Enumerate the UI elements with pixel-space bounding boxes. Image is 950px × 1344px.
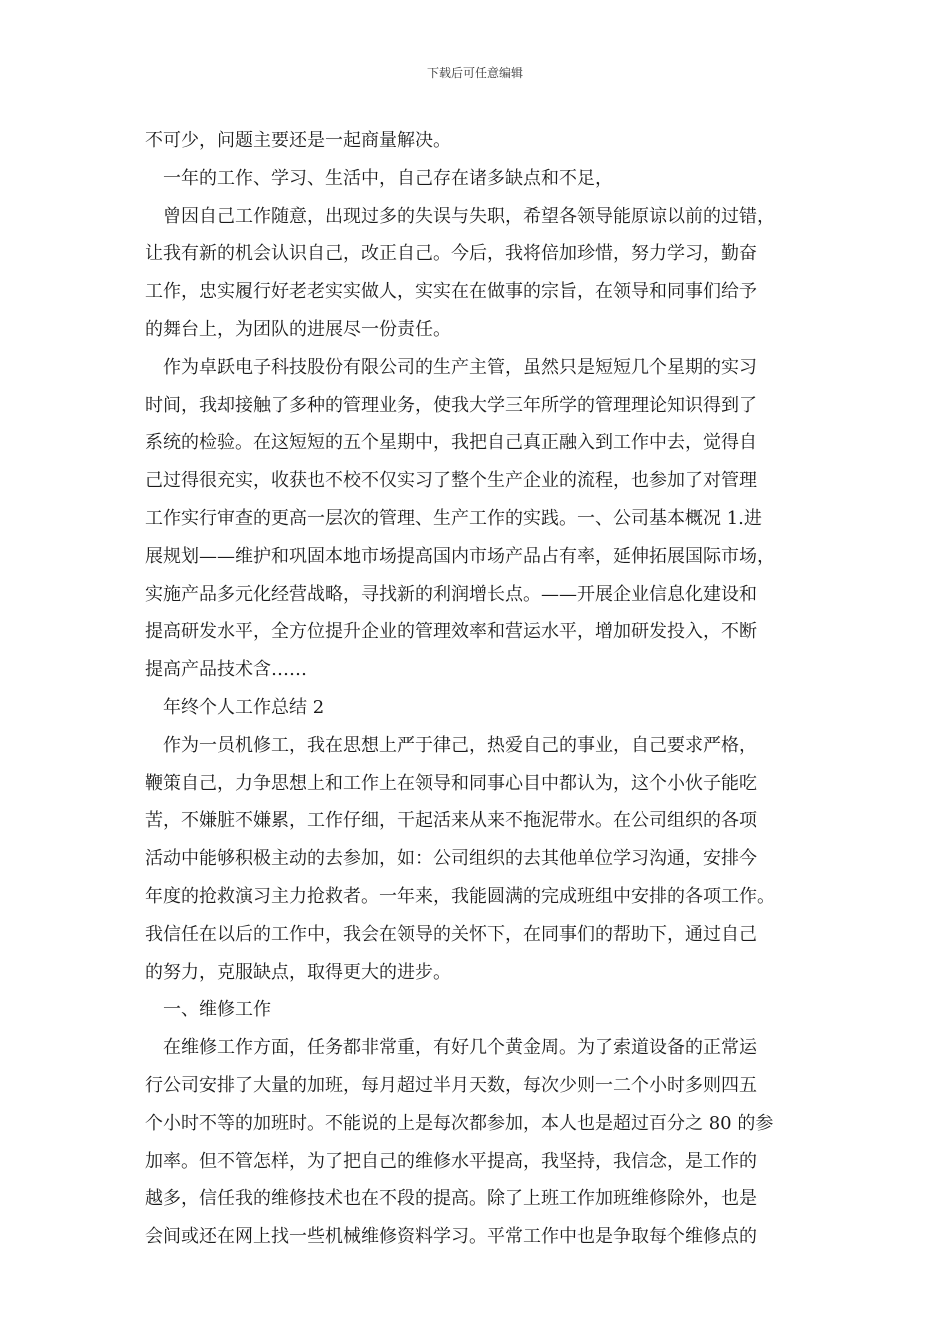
text-line: 提高产品技术含…… [145,659,307,681]
text-line: 不可少，问题主要还是一起商量解决。 [145,130,451,151]
text-line: 的舞台上，为团队的进展尽一份责任。 [145,318,451,340]
text-line: 鞭策自己，力争思想上和工作上在领导和同事心目中都认为，这个小伙子能吃 [145,772,757,794]
text-line: 己过得很充实，收获也不校不仅实习了整个生产企业的流程，也参加了对管理 [145,470,757,492]
text-line: 在维修工作方面，任务都非常重，有好几个黄金周。为了索道设备的正常运 [163,1037,757,1059]
text-line: 展规划——维护和巩固本地市场提高国内市场产品占有率，延伸拓展国际市场， [145,545,775,567]
text-line: 会间或还在网上找一些机械维修资料学习。平常工作中也是争取每个维修点的 [145,1226,757,1248]
page-header: 下载后可任意编辑 [426,66,523,80]
text-line: 的努力，克服缺点，取得更大的进步。 [145,961,451,983]
text-line: 年度的抢救演习主力抢救者。一年来，我能圆满的完成班组中安排的各项工作。 [145,885,775,907]
text-line: 工作实行审查的更高一层次的管理、生产工作的实践。一、公司基本概况 1.进 [145,507,762,529]
text-line: 系统的检验。在这短短的五个星期中，我把自己真正融入到工作中去，觉得自 [145,432,757,454]
section-heading: 年终个人工作总结 2 [163,696,325,718]
text-line: 作为卓跃电子科技股份有限公司的生产主管，虽然只是短短几个星期的实习 [163,356,757,378]
text-line: 曾因自己工作随意，出现过多的失误与失职，希望各领导能原谅以前的过错， [163,205,775,227]
text-line: 实施产品多元化经营战略，寻找新的利润增长点。——开展企业信息化建设和 [145,583,757,605]
text-line: 让我有新的机会认识自己，改正自己。今后，我将倍加珍惜，努力学习，勤奋 [145,243,757,265]
text-line: 一年的工作、学习、生活中，自己存在诸多缺点和不足， [163,167,613,189]
text-line: 个小时不等的加班时。不能说的上是每次都参加，本人也是超过百分之 80 的参 [145,1112,774,1134]
text-line: 作为一员机修工，我在思想上严于律己，热爱自己的事业，自己要求严格， [163,734,757,756]
text-line: 我信任在以后的工作中，我会在领导的关怀下，在同事们的帮助下，通过自己 [145,923,757,945]
text-line: 工作，忠实履行好老老实实做人，实实在在做事的宗旨，在领导和同事们给予 [145,281,757,303]
text-line: 活动中能够积极主动的去参加，如：公司组织的去其他单位学习沟通，安排今 [145,848,757,870]
text-line: 行公司安排了大量的加班，每月超过半月天数，每次少则一二个小时多则四五 [145,1074,757,1096]
text-line: 提高研发水平，全方位提升企业的管理效率和营运水平，增加研发投入，不断 [145,621,757,643]
text-line: 苦，不嫌脏不嫌累，工作仔细，干起活来从来不拖泥带水。在公司组织的各项 [145,810,757,832]
text-line: 越多，信任我的维修技术也在不段的提高。除了上班工作加班维修除外，也是 [145,1188,757,1210]
text-line: 时间，我却接触了多种的管理业务，使我大学三年所学的管理理论知识得到了 [145,394,757,416]
text-line: 加率。但不管怎样，为了把自己的维修水平提高，我坚持，我信念，是工作的 [145,1150,757,1172]
document-body [145,122,825,1256]
section-heading: 一、维修工作 [163,999,271,1021]
